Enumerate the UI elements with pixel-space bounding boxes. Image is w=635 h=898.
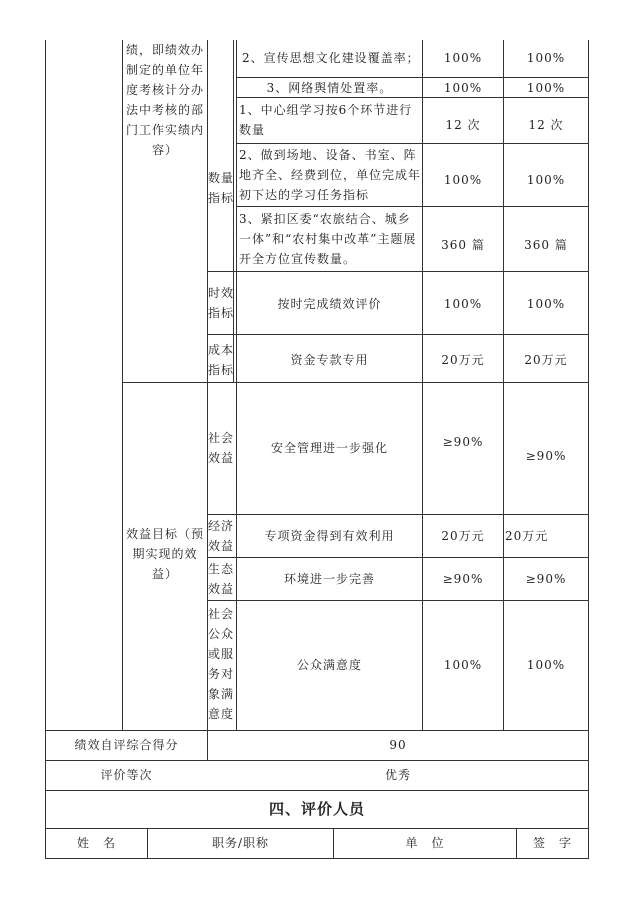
indicator-cell: 专项资金得到有效利用 <box>264 529 395 543</box>
actual-cell: 100% <box>526 173 566 187</box>
target-cell: 100% <box>443 81 483 95</box>
indicator-cell: 2、宣传思想文化建设覆盖率； <box>242 51 420 65</box>
actual-cell: 100% <box>526 51 566 65</box>
timeliness-label: 时效指标 <box>208 286 235 320</box>
grade-label: 评价等次 <box>100 768 153 782</box>
actual-cell: ≥90% <box>525 449 567 463</box>
actual-cell: ≥90% <box>525 572 567 586</box>
indicator-cell: 安全管理进一步强化 <box>270 441 388 455</box>
target-cell: 100% <box>443 297 483 311</box>
indicator-cell: 资金专款专用 <box>290 353 369 367</box>
actual-cell: 360 篇 <box>524 238 568 252</box>
target-cell: 100% <box>443 173 483 187</box>
actual-cell: 12 次 <box>528 118 564 132</box>
benefit-type-label: 生态效益 <box>208 562 235 596</box>
benefit-group-label: 效益目标（预期实现的效益） <box>126 527 205 581</box>
score-value: 90 <box>389 738 407 752</box>
indicator-cell: 公众满意度 <box>296 658 362 672</box>
target-cell: ≥90% <box>442 572 484 586</box>
target-cell: 20万元 <box>441 529 485 543</box>
benefit-type-label: 社会效益 <box>208 431 235 465</box>
indicator-cell: 环境进一步完善 <box>283 572 375 586</box>
actual-cell: 20万元 <box>505 529 549 543</box>
target-cell: 360 篇 <box>441 238 485 252</box>
target-cell: 20万元 <box>441 353 485 367</box>
indicator-cell: 1、中心组学习按6个环节进行数量 <box>239 103 413 137</box>
actual-cell: 100% <box>526 297 566 311</box>
target-cell: 100% <box>443 658 483 672</box>
staff-header-signature: 签 字 <box>532 836 572 850</box>
section-title: 四、评价人员 <box>268 800 365 818</box>
indicator-cell: 3、网络舆情处置率。 <box>266 81 393 95</box>
category-text: 绩，即绩效办制定的单位年度考核计分办法中考核的部门工作实绩内容） <box>125 43 204 157</box>
indicator-cell: 按时完成绩效评价 <box>277 297 382 311</box>
score-label: 绩效自评综合得分 <box>74 738 179 752</box>
grade-value: 优秀 <box>384 768 411 782</box>
quantity-label: 数量指标 <box>208 171 235 205</box>
cost-label: 成本指标 <box>208 343 235 377</box>
target-cell: 12 次 <box>445 118 481 132</box>
staff-header-name: 姓 名 <box>76 836 116 850</box>
indicator-cell: 2、做到场地、设备、书室、阵地齐全、经费到位，单位完成年初下达的学习任务指标 <box>239 148 422 202</box>
actual-cell: 100% <box>526 81 566 95</box>
staff-header-unit: 单 位 <box>405 836 445 850</box>
staff-header-title: 职务/职称 <box>211 836 270 850</box>
benefit-type-label: 经济效益 <box>208 519 235 553</box>
indicator-cell: 3、紧扣区委“农旅结合、城乡一体”和“农村集中改革”主题展开全方位宣传数量。 <box>239 212 417 266</box>
benefit-type-label: 社会公众或服务对象满意度 <box>208 607 235 721</box>
target-cell: ≥90% <box>442 435 484 449</box>
target-cell: 100% <box>443 51 483 65</box>
actual-cell: 100% <box>526 658 566 672</box>
actual-cell: 20万元 <box>524 353 568 367</box>
